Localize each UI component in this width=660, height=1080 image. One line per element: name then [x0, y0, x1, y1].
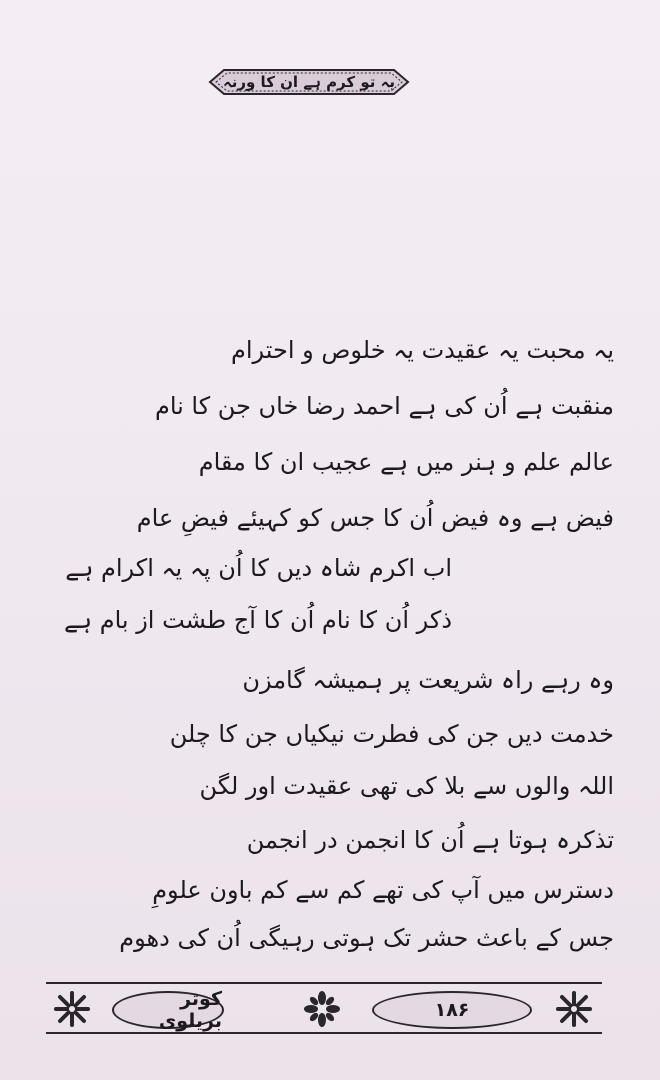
verse-line: یہ محبت یہ عقیدت یہ خلوص و احترام — [231, 336, 614, 364]
verse-line: تذکرہ ہوتا ہے اُن کا انجمن در انجمن — [246, 826, 614, 854]
footer-rule-bottom — [46, 1032, 602, 1034]
verse-line: دسترس میں آپ کی تھے کم سے کم باون علومِ — [152, 876, 614, 904]
verse-line: منقبت ہے اُن کی ہے احمد رضا خاں جن کا نام — [154, 392, 614, 420]
footer-rule-top — [46, 982, 602, 984]
header-banner — [206, 62, 412, 102]
verse-line: جس کے باعث حشر تک ہوتی رہیگی اُن کی دھوم — [119, 924, 614, 952]
verse-line: اللہ والوں سے بلا کی تھی عقیدت اور لگن — [199, 772, 614, 800]
verse-line: عالم علم و ہنر میں ہے عجیب ان کا مقام — [198, 448, 614, 476]
pinwheel-flower-icon — [302, 990, 342, 1028]
verse-line: اب اکرم شاہ دیں کا اُن پہ یہ اکرام ہے — [65, 554, 452, 582]
page-footer — [46, 982, 602, 1036]
chapter-title: یہ تو کرم ہے ان کا ورنہ — [222, 73, 396, 91]
asterisk-flower-icon — [52, 990, 92, 1028]
verse-line: وہ رہے راہ شریعت پر ہمیشہ گامزن — [242, 666, 614, 694]
verse-line: ذکر اُن کا نام اُن کا آج طشت از بام ہے — [63, 606, 452, 634]
verse-line: خدمت دیں جن کی فطرت نیکیاں جن کا چلن — [169, 720, 614, 748]
asterisk-flower-icon — [554, 990, 594, 1028]
page-number: ۱۸۶ — [372, 991, 532, 1029]
author-badge: کوثر بریلوی — [112, 991, 224, 1029]
verse-line: فیض ہے وہ فیض اُن کا جس کو کہیئے فیضِ عام — [136, 504, 614, 532]
